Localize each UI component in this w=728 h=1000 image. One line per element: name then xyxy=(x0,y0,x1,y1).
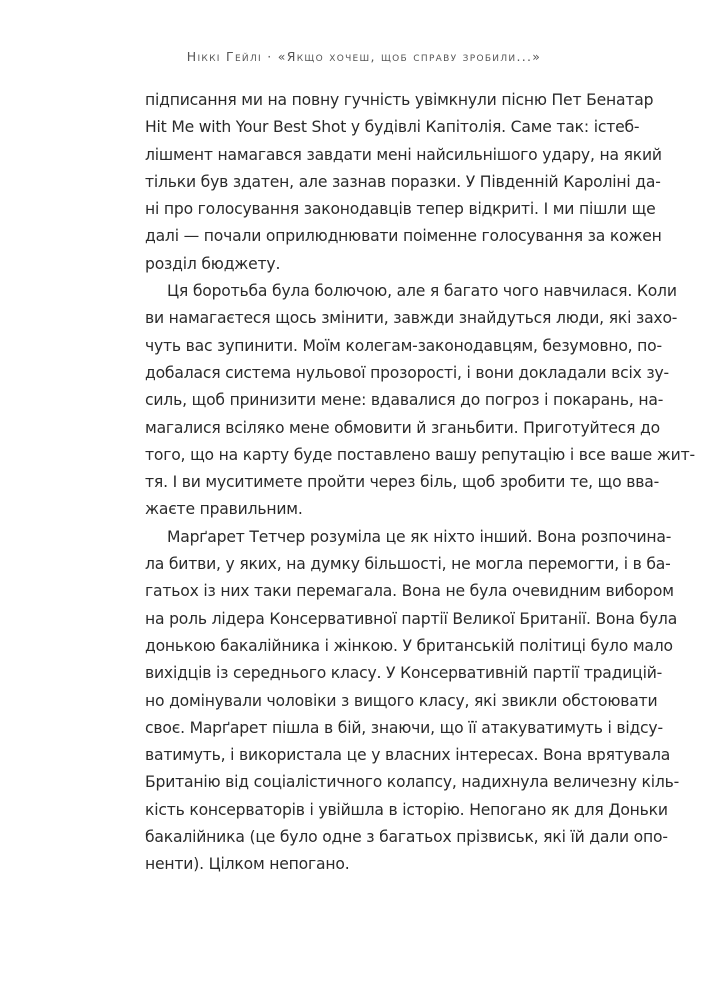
text-line: ненти). Цілком непогано. xyxy=(145,855,350,874)
text-line: ватимуть, і використала це у власних інтересах. Вона врятувала xyxy=(145,746,671,765)
text-line: гатьох із них таки перемагала. Вона не була очевидним вибором xyxy=(145,582,674,601)
text-line: лішмент намагався завдати мені найсильнішого удару, на який xyxy=(145,145,662,164)
text-line: магалися всіляко мене обмовити й зганьбити. Приготуйтеся до xyxy=(145,418,660,437)
text-line: Hit Me with Your Best Shot у будівлі Капітолія. Саме так: істеб- xyxy=(145,118,640,137)
running-head: Ніккі Гейлі · «Якщо хочеш, щоб справу зробили...» xyxy=(186,49,542,64)
text-line: силь, щоб принизити мене: вдавалися до погроз і покарань, на- xyxy=(145,391,664,410)
page-body xyxy=(145,87,695,879)
text-line: но домінували чоловіки з вищого класу, які звикли обстоювати xyxy=(145,691,658,710)
text-line: тільки був здатен, але зазнав поразки. У Південній Кароліні да- xyxy=(145,172,661,191)
text-line: далі — почали оприлюднювати поіменне голосування за кожен xyxy=(145,227,662,246)
text-line: Ця боротьба була болючою, але я багато чого навчилася. Коли xyxy=(167,282,677,301)
text-line: жаєте правильним. xyxy=(145,500,303,519)
text-line: добалася система нульової прозорості, і вони докладали всіх зу- xyxy=(145,363,669,382)
text-line: чуть вас зупинити. Моїм колегам-законодавцям, безумовно, по- xyxy=(145,336,662,355)
paragraph-3 xyxy=(145,524,680,879)
text-line: Британію від соціалістичного колапсу, надихнула величезну кіль- xyxy=(145,773,680,792)
text-line: вихідців із середнього класу. У Консервативній партії традицій- xyxy=(145,664,663,683)
text-line: ла битви, у яких, на думку більшості, не могла перемогти, і в ба- xyxy=(145,555,671,574)
text-line: на роль лідера Консервативної партії Великої Британії. Вона була xyxy=(145,609,678,628)
text-line: того, що на карту буде поставлено вашу репутацію і все ваше жит- xyxy=(145,445,695,464)
text-line: розділ бюджету. xyxy=(145,254,281,273)
text-line: тя. І ви муситимете пройти через біль, щоб зробити те, що вва- xyxy=(145,473,660,492)
text-line: Марґарет Тетчер розуміла це як ніхто інший. Вона розпочина- xyxy=(167,527,672,546)
paragraph-2 xyxy=(145,278,695,524)
text-line: підписання ми на повну гучність увімкнули пісню Пет Бенатар xyxy=(145,91,654,109)
text-line: донькою бакалійника і жінкою. У британській політиці було мало xyxy=(145,636,673,655)
text-line: своє. Марґарет пішла в бій, знаючи, що її атакуватимуть і відсу- xyxy=(145,718,663,737)
paragraph-1 xyxy=(145,87,662,278)
text-line: ви намагаєтеся щось змінити, завжди знайдуться люди, які захо- xyxy=(145,309,678,328)
text-line: бакалійника (це було одне з багатьох прізвиськ, які їй дали опо- xyxy=(145,828,668,847)
text-line: кість консерваторів і увійшла в історію. Непогано як для Доньки xyxy=(145,800,668,819)
text-line: ні про голосування законодавців тепер відкриті. І ми пішли ще xyxy=(145,200,656,219)
